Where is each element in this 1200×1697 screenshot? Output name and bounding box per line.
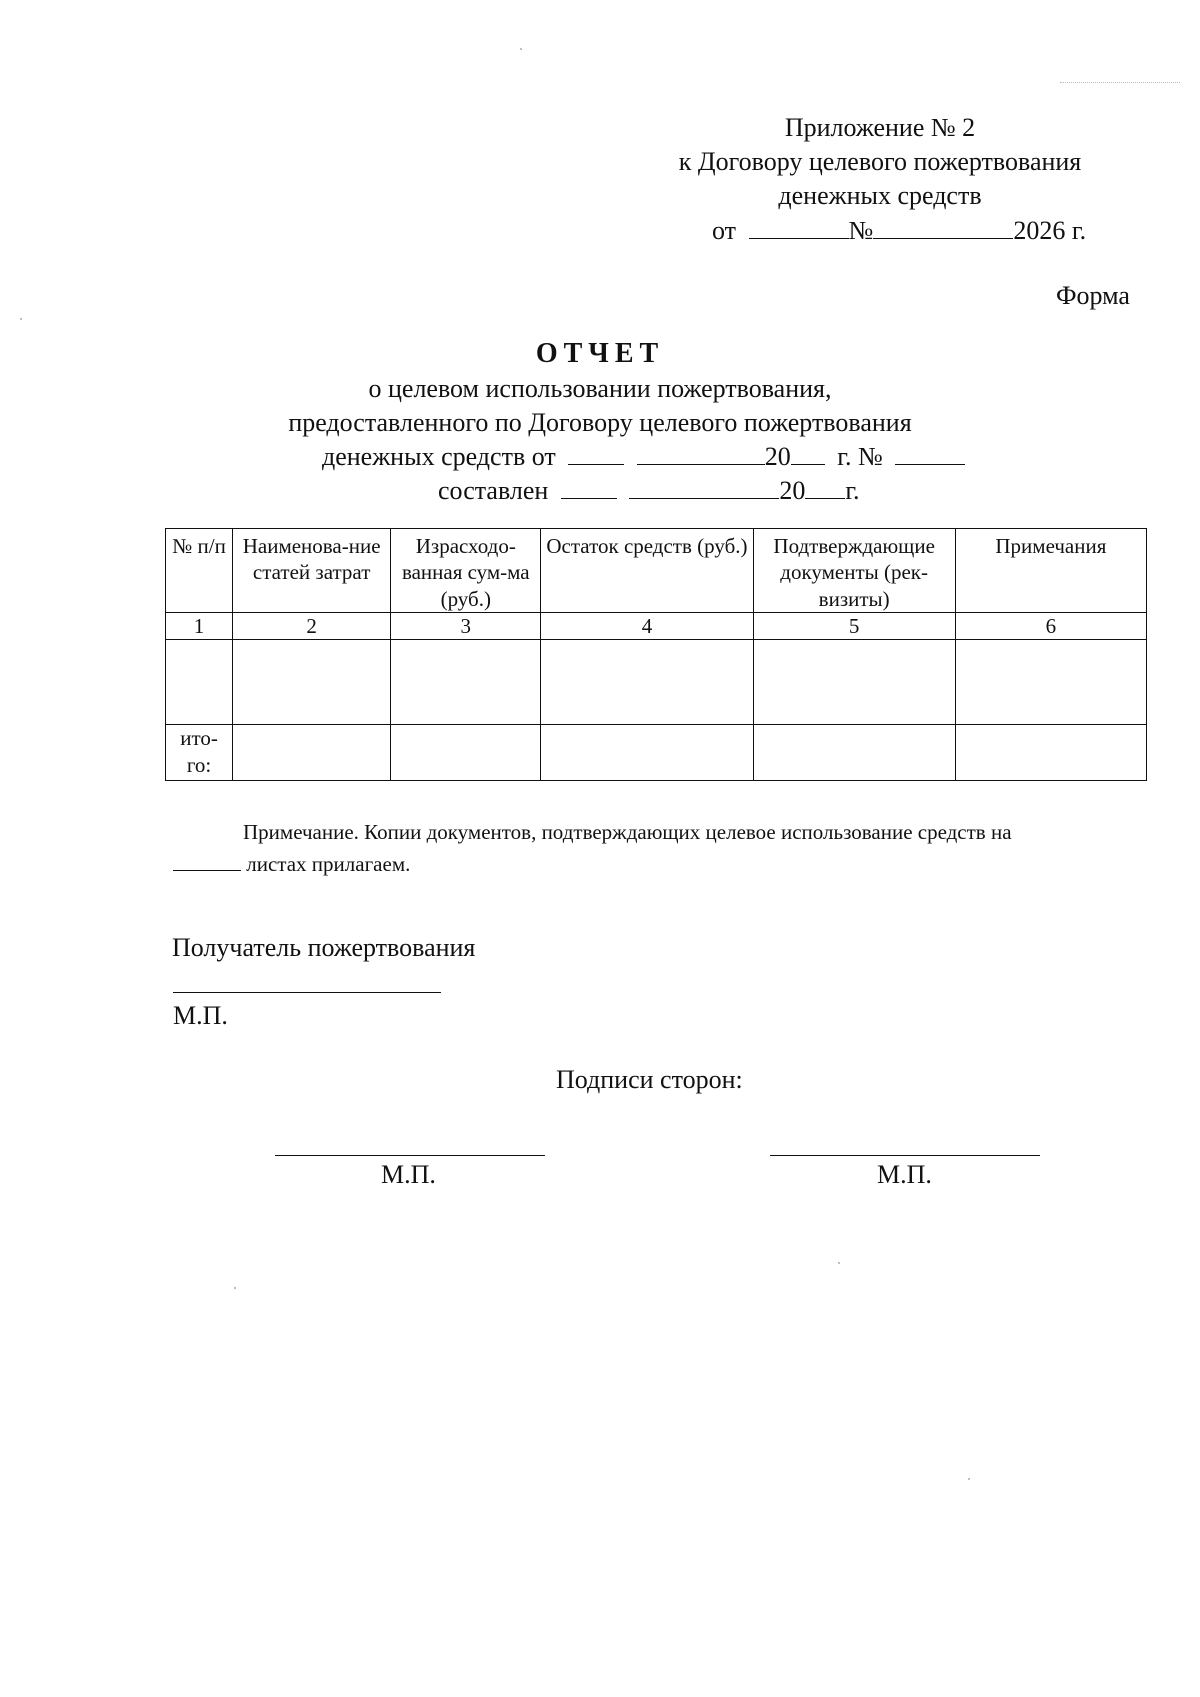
table-row	[166, 640, 1147, 725]
col-index-3: 3	[391, 613, 541, 640]
report-subtitle-3	[322, 444, 965, 470]
compiled-month-blank	[629, 478, 779, 499]
note-line-2	[173, 852, 410, 877]
table-cell[interactable]	[955, 640, 1146, 725]
col-header-notes: Примечания	[955, 529, 1146, 613]
note-pages-blank	[173, 870, 241, 871]
table-cell[interactable]	[233, 640, 391, 725]
table-cell[interactable]	[391, 725, 541, 781]
col-index-2: 2	[233, 613, 391, 640]
scan-speck	[234, 1287, 236, 1289]
appendix-number-blank	[873, 218, 1013, 239]
right-signature-line	[770, 1155, 1040, 1156]
report-title: ОТЧЕТ	[535, 338, 665, 369]
report-subtitle-4	[438, 478, 860, 504]
col-index-6: 6	[955, 613, 1146, 640]
report-subtitle-2: предоставленного по Договору целевого пожертвования	[288, 408, 912, 437]
scan-speck	[838, 1262, 840, 1264]
appendix-year: 2026 г.	[1013, 216, 1087, 245]
table-cell[interactable]	[233, 725, 391, 781]
appendix-funds-text: денежных средств	[778, 181, 982, 210]
col-header-cost-items: Наименова-ние статей затрат	[233, 529, 391, 613]
report-year-prefix: 20	[764, 442, 791, 471]
recipient-stamp: М.П.	[173, 1001, 228, 1030]
col-index-1: 1	[166, 613, 233, 640]
report-compiled-label: составлен	[438, 476, 549, 505]
form-label: Форма	[1056, 281, 1130, 310]
table-total-row	[166, 725, 1147, 781]
table-cell[interactable]	[541, 725, 753, 781]
right-stamp: М.П.	[877, 1160, 932, 1189]
appendix-date-blank	[749, 218, 849, 239]
compiled-year-blank	[805, 478, 845, 499]
appendix-header	[620, 115, 1140, 141]
table-header-row	[166, 529, 1147, 613]
recipient-signature-line	[173, 992, 441, 993]
col-index-5: 5	[753, 613, 955, 640]
compiled-year-prefix: 20	[779, 476, 806, 505]
table-cell[interactable]	[753, 640, 955, 725]
scan-speck	[520, 48, 522, 50]
report-no-label: г. №	[837, 442, 883, 471]
recipient-label: Получатель пожертвования	[172, 933, 476, 962]
appendix-contract-line	[620, 149, 1140, 175]
appendix-date-prefix: от	[712, 216, 737, 245]
appendix-no-sign: №	[848, 216, 874, 245]
report-number-blank	[895, 444, 965, 465]
col-header-documents: Подтверждающие документы (рек-визиты)	[753, 529, 955, 613]
scan-speck	[20, 318, 22, 320]
table-index-row	[166, 613, 1147, 640]
appendix-funds-line	[620, 183, 1140, 209]
appendix-number: Приложение № 2	[784, 113, 976, 142]
report-year-blank	[791, 444, 825, 465]
signatures-title: Подписи сторон:	[556, 1065, 743, 1094]
total-label: ито-го:	[166, 725, 233, 781]
left-signature-line	[275, 1155, 545, 1156]
col-header-spent: Израсходо-ванная сум-ма (руб.)	[391, 529, 541, 613]
appendix-contract-text: к Договору целевого пожертвования	[678, 147, 1082, 176]
col-header-balance: Остаток средств (руб.)	[541, 529, 753, 613]
appendix-date-line	[712, 218, 1086, 244]
compiled-year-suffix: г.	[845, 476, 860, 505]
table-cell[interactable]	[753, 725, 955, 781]
note-pages-text: листах прилагаем.	[246, 852, 411, 876]
report-day-blank	[568, 444, 624, 465]
note-line-1: Примечание. Копии документов, подтверждающих целевое использование средств на	[243, 820, 1012, 844]
scan-noise	[1060, 82, 1180, 83]
col-index-4: 4	[541, 613, 753, 640]
report-funds-prefix: денежных средств от	[322, 442, 556, 471]
table-cell[interactable]	[166, 640, 233, 725]
table-cell[interactable]	[391, 640, 541, 725]
scan-speck	[968, 1478, 970, 1480]
col-header-number: № п/п	[166, 529, 233, 613]
compiled-day-blank	[561, 478, 617, 499]
left-stamp: М.П.	[381, 1160, 436, 1189]
table-cell[interactable]	[955, 725, 1146, 781]
report-month-blank	[637, 444, 765, 465]
report-table	[165, 528, 1147, 781]
report-subtitle-1: о целевом использовании пожертвования,	[368, 374, 832, 403]
table-cell[interactable]	[541, 640, 753, 725]
